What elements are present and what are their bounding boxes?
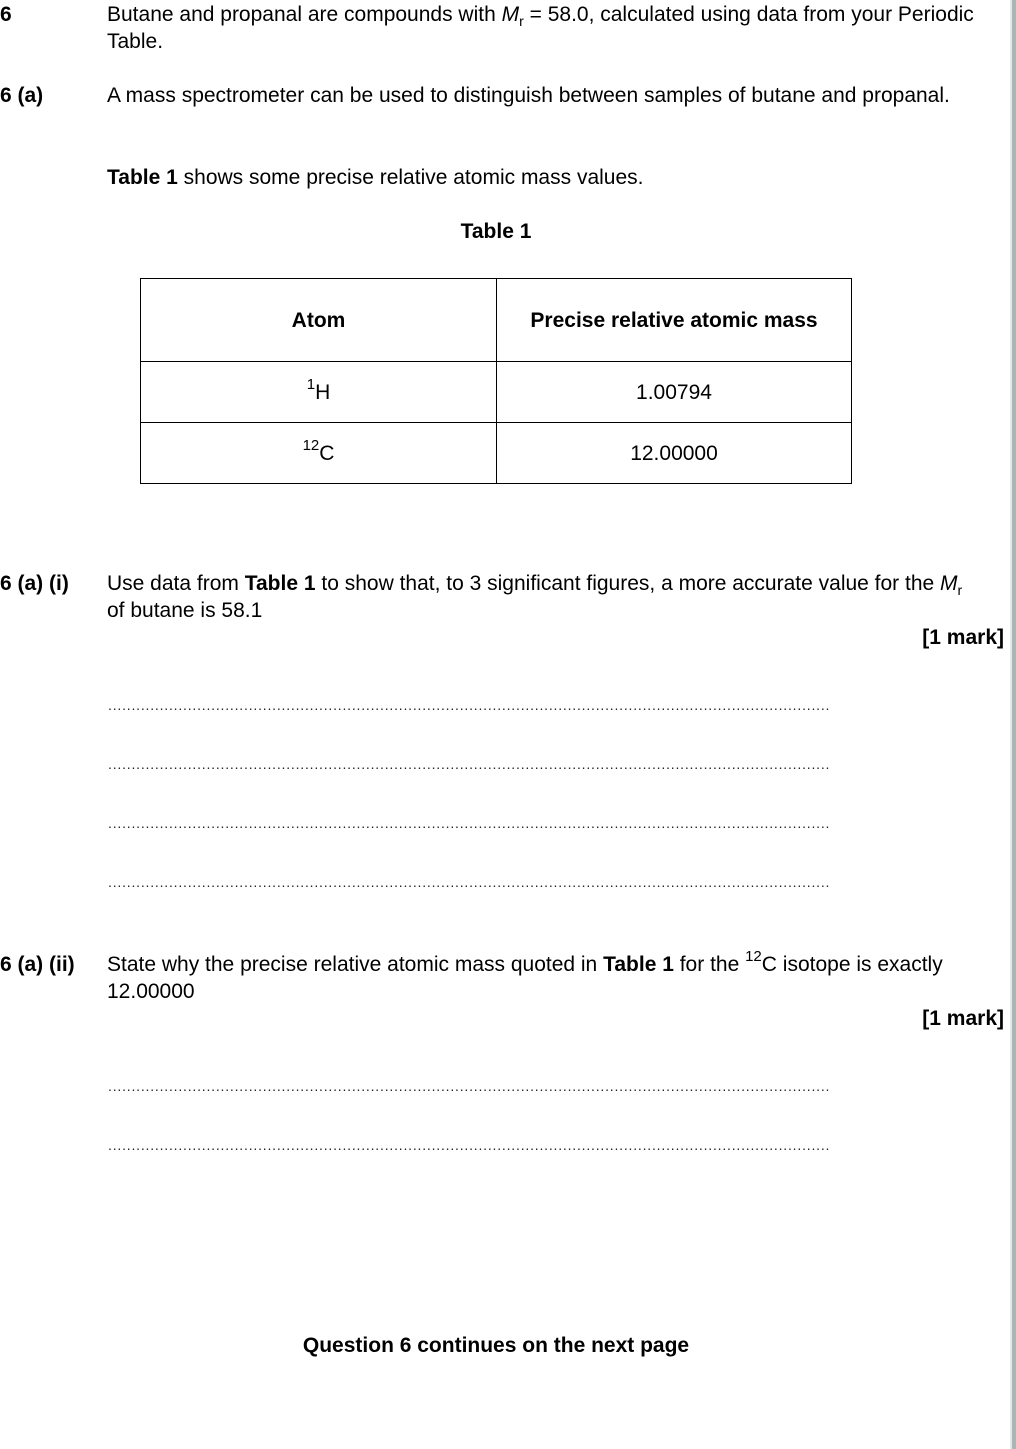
- answer-line[interactable]: ..........................................................................................................................................................: [108, 874, 831, 890]
- question-number-6ai: 6 (a) (i): [0, 572, 69, 595]
- text: of butane is 58.1: [107, 599, 263, 622]
- atom-symbol: C: [761, 953, 777, 976]
- text: for the: [673, 953, 746, 976]
- atom-symbol: C: [319, 441, 335, 465]
- question-number: 6: [0, 3, 12, 26]
- atom-cell: [141, 362, 497, 423]
- table-ref: Table 1: [107, 166, 178, 189]
- table-title: Table 1: [460, 220, 532, 243]
- table-ref: Table 1: [603, 953, 674, 976]
- table-intro: [107, 164, 977, 191]
- question-stem: [107, 1, 977, 55]
- mark-allocation: [1 mark]: [922, 626, 1004, 649]
- mass-number: 1: [306, 375, 316, 393]
- answer-line[interactable]: ..........................................................................................................................................................: [108, 697, 831, 713]
- table-ref: Table 1: [244, 572, 316, 595]
- question-6a-text: A mass spectrometer can be used to distinguish between samples of butane and propanal.: [107, 84, 950, 107]
- mass-number: 12: [745, 948, 762, 965]
- stem-text: Butane and propanal are compounds with: [107, 3, 502, 26]
- text: State why the precise relative atomic mass quoted in: [107, 953, 604, 976]
- stem-text-after: = 58.0, calculated using data from your Periodic Table.: [107, 3, 974, 53]
- question-number-6a: 6 (a): [0, 84, 44, 107]
- mr-symbol: M: [501, 3, 520, 26]
- table-row: [141, 362, 852, 423]
- page-edge: [1012, 0, 1016, 1449]
- text: Use data from: [107, 572, 245, 595]
- mass-cell: 1.00794: [497, 362, 852, 423]
- mr-subscript: r: [957, 582, 963, 599]
- header-mass: Precise relative atomic mass: [497, 279, 852, 362]
- text: to show that, to 3 significant figures, a more accurate value for the: [315, 572, 941, 595]
- text: isotope is exactly 12.00000: [107, 953, 943, 1003]
- question-number-6aii: 6 (a) (ii): [0, 953, 75, 976]
- continues-footer: Question 6 continues on the next page: [302, 1334, 690, 1357]
- answer-line[interactable]: ..........................................................................................................................................................: [108, 756, 831, 772]
- table-intro-text: shows some precise relative atomic mass values.: [177, 166, 644, 189]
- mark-allocation: [1 mark]: [922, 1007, 1004, 1030]
- data-table: [140, 278, 852, 484]
- mr-subscript: r: [519, 13, 524, 30]
- mass-cell: 12.00000: [497, 423, 852, 484]
- header-atom: Atom: [141, 279, 497, 362]
- atom-cell: [141, 423, 497, 484]
- answer-line[interactable]: ..........................................................................................................................................................: [108, 1078, 831, 1094]
- question-6ai-text: [107, 570, 977, 624]
- table-header-row: [141, 279, 852, 362]
- answer-line[interactable]: ..........................................................................................................................................................: [108, 1137, 831, 1153]
- mass-number: 12: [302, 436, 320, 454]
- answer-line[interactable]: ..........................................................................................................................................................: [108, 815, 831, 831]
- table-row: [141, 423, 852, 484]
- mr-symbol: M: [940, 572, 958, 595]
- question-6aii-text: [107, 948, 977, 1005]
- atom-symbol: H: [315, 380, 331, 404]
